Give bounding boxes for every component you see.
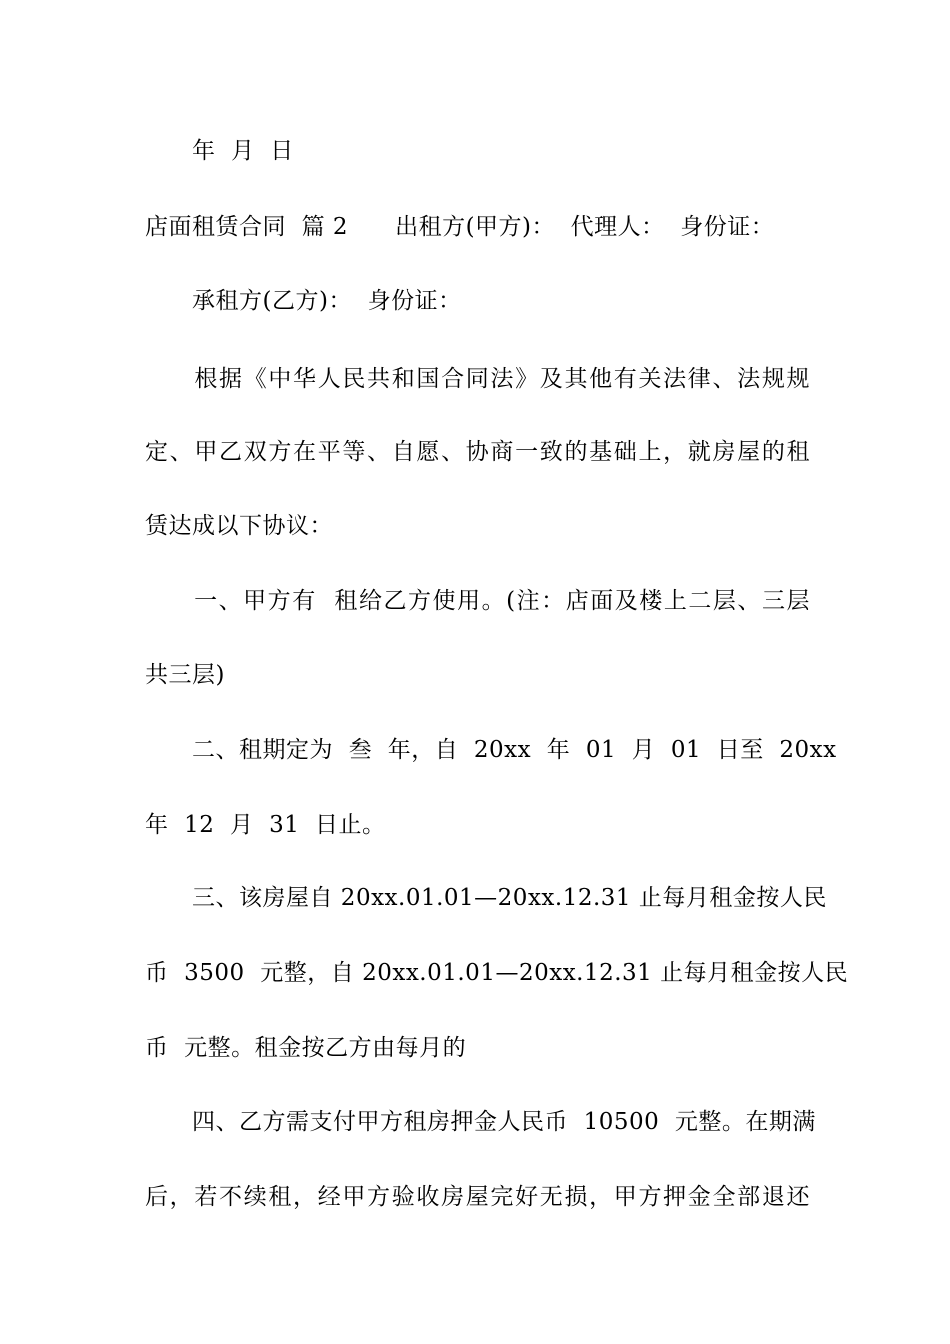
paragraph-line: 根据《中华人民共和国合同法》及其他有关法律、法规规 xyxy=(145,366,810,392)
clause-4-line: 后，若不续租，经甲方验收房屋完好无损，甲方押金全部退还 xyxy=(145,1184,810,1210)
clause-1-line: 一、甲方有 租给乙方使用。(注：店面及楼上二层、三层 xyxy=(145,588,810,614)
clause-3-line: 币 元整。租金按乙方由每月的 xyxy=(145,1035,467,1061)
paragraph-line: 定、甲乙双方在平等、自愿、协商一致的基础上，就房屋的租 xyxy=(145,439,810,465)
date-line: 年 月 日 xyxy=(145,138,294,164)
contract-title-line: 店面租赁合同 篇 2 出租方(甲方)： 代理人： 身份证： xyxy=(145,214,775,240)
clause-1-line: 共三层) xyxy=(145,662,225,688)
lessee-line: 承租方(乙方)： 身份证： xyxy=(145,288,462,314)
clause-3-line: 币 3500 元整，自 20xx.01.01—20xx.12.31 止每月租金按人民 xyxy=(145,960,849,986)
paragraph-line: 赁达成以下协议： xyxy=(145,513,333,539)
clause-3-line: 三、该房屋自 20xx.01.01—20xx.12.31 止每月租金按人民 xyxy=(145,885,827,911)
clause-4-line: 四、乙方需支付甲方租房押金人民币 10500 元整。在期满 xyxy=(145,1109,816,1135)
clause-2-line: 年 12 月 31 日止。 xyxy=(145,812,386,838)
clause-2-line: 二、租期定为 叁 年，自 20xx 年 01 月 01 日至 20xx xyxy=(145,737,837,763)
